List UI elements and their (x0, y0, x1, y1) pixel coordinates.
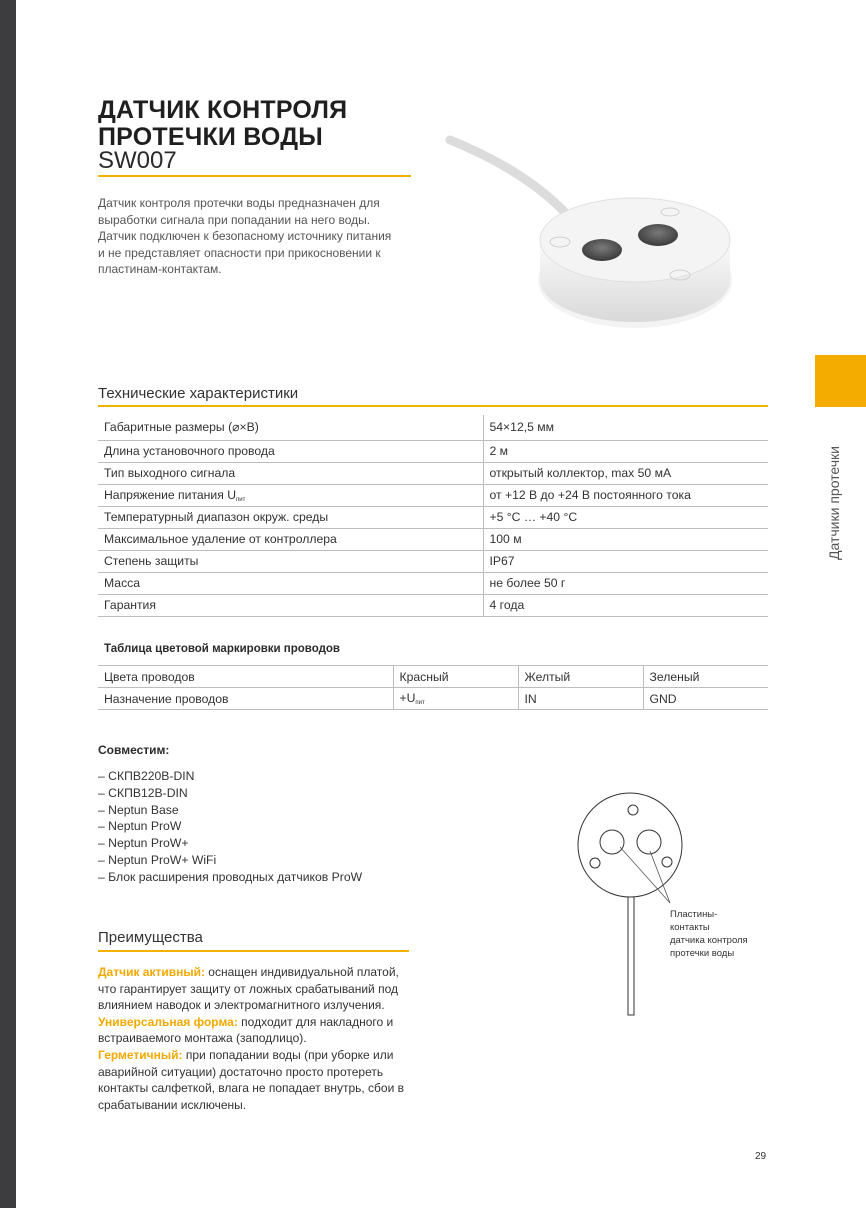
table-row (98, 440, 768, 462)
contact-plate-left-outline (600, 830, 624, 854)
advantage-text: оснащен индивидуальной платой, что гарантирует защиту от ложных срабатываний под влиянием наводок и электромагнитного излучения. (98, 965, 399, 1013)
section-side-label (826, 420, 846, 560)
caption-line: контакты (670, 922, 710, 933)
advantage-key: Датчик активный: (98, 965, 205, 979)
product-photo (440, 130, 740, 340)
caption-line: датчика контроля (670, 935, 748, 946)
wire-cell: GND (643, 688, 768, 710)
page-number: 29 (755, 1151, 767, 1162)
left-edge-bar (0, 0, 16, 1208)
spec-value: не более 50 г (483, 572, 768, 594)
title-line-2: ПРОТЕЧКИ ВОДЫ (98, 123, 323, 151)
diagram-caption (670, 908, 770, 960)
spec-name: Тип выходного сигнала (98, 462, 483, 484)
section-side-label-text: Датчики протечки (826, 446, 842, 560)
spec-name-subscript: пит (236, 496, 246, 503)
wire-cell: Желтый (518, 666, 643, 688)
specs-heading: Технические характеристики (98, 385, 299, 402)
wire-cell (393, 688, 518, 710)
spec-value: от +12 В до +24 В постоянного тока (483, 484, 768, 506)
compat-list (98, 768, 362, 886)
table-row (98, 550, 768, 572)
spec-value: 100 м (483, 528, 768, 550)
wire-table-heading: Таблица цветовой маркировки проводов (104, 643, 340, 655)
table-row (98, 594, 768, 616)
spec-value: +5 °C … +40 °C (483, 506, 768, 528)
wire-cell: Зеленый (643, 666, 768, 688)
section-color-tab (815, 355, 866, 407)
spec-name-cell (98, 484, 483, 506)
mount-hole-top (628, 805, 638, 815)
spec-value: открытый коллектор, max 50 мА (483, 462, 768, 484)
contact-plate-left (582, 239, 622, 261)
table-row (98, 484, 768, 506)
wire-cell-subscript: пит (415, 700, 425, 706)
table-row (98, 528, 768, 550)
list-item: – СКПВ12В-DIN (98, 785, 188, 800)
wire-cell-text: +U (399, 691, 416, 705)
list-item: – СКПВ220В-DIN (98, 769, 195, 783)
specs-table (98, 415, 768, 617)
mount-hole-right (662, 857, 672, 867)
spec-name: Максимальное удаление от контроллера (98, 528, 483, 550)
table-row (98, 506, 768, 528)
list-item: – Neptun Base (98, 802, 179, 817)
table-row (98, 666, 768, 688)
wire-cell: Красный (393, 666, 518, 688)
spec-name: Температурный диапазон окруж. среды (98, 506, 483, 528)
spec-name: Длина установочного провода (98, 440, 483, 462)
advantages-heading: Преимущества (98, 929, 203, 946)
spec-name: Гарантия (98, 594, 483, 616)
advantages-text (98, 964, 418, 1113)
list-item: – Блок расширения проводных датчиков ProW (98, 869, 363, 884)
table-row (98, 572, 768, 594)
title-divider (98, 175, 411, 177)
spec-name: Габаритные размеры (⌀×В) (98, 415, 483, 440)
list-item: – Neptun ProW (98, 819, 182, 834)
advantage-key: Универсальная форма: (98, 1014, 238, 1029)
wire-cell: IN (518, 688, 643, 710)
page-title (98, 97, 347, 151)
spec-name: Масса (98, 572, 483, 594)
spec-value: 4 года (483, 594, 768, 616)
list-item: – Neptun ProW+ WiFi (98, 852, 217, 867)
spec-value: 2 м (483, 440, 768, 462)
specs-divider (98, 405, 768, 407)
mount-hole-left (590, 858, 600, 868)
advantage-key: Герметичный: (98, 1047, 183, 1062)
spec-value: 54×12,5 мм (483, 415, 768, 440)
table-row (98, 688, 768, 710)
spec-name: Напряжение питания U (104, 487, 237, 502)
sensor-diagram (570, 785, 770, 1025)
wire-row-label: Назначение проводов (98, 688, 393, 710)
wire-row-label: Цвета проводов (98, 666, 393, 688)
advantages-divider (98, 950, 409, 952)
caption-line: Пластины- (670, 909, 718, 920)
title-line-1: ДАТЧИК КОНТРОЛЯ (98, 96, 348, 124)
model-number: SW007 (98, 147, 177, 174)
wire-color-table (98, 665, 768, 710)
list-item: – Neptun ProW+ (98, 836, 189, 851)
table-row (98, 415, 768, 440)
intro-paragraph: Датчик контроля протечки воды предназначен для выработки сигнала при попадании на него воды. Датчик подключен к безопасному источнику питания и не представляет опасности при прикосновении к пластинам-контактам. (98, 196, 392, 277)
contact-plate-right-outline (637, 830, 661, 854)
advantage-text: подходит для накладного и встраиваемого монтажа (заподлицо). (98, 1014, 394, 1046)
compat-heading: Совместим: (98, 743, 170, 757)
spec-name: Степень защиты (98, 550, 483, 572)
caption-line: протечки воды (670, 948, 735, 959)
contact-plate-right (638, 224, 678, 246)
spec-value: IP67 (483, 550, 768, 572)
diagram-cable (628, 897, 634, 1015)
table-row (98, 462, 768, 484)
advantage-text: при попадании воды (при уборке или аварийной ситуации) достаточно просто протереть контакты салфеткой, влага не попадает внутрь, сбои в срабатывании исключены. (98, 1047, 405, 1112)
